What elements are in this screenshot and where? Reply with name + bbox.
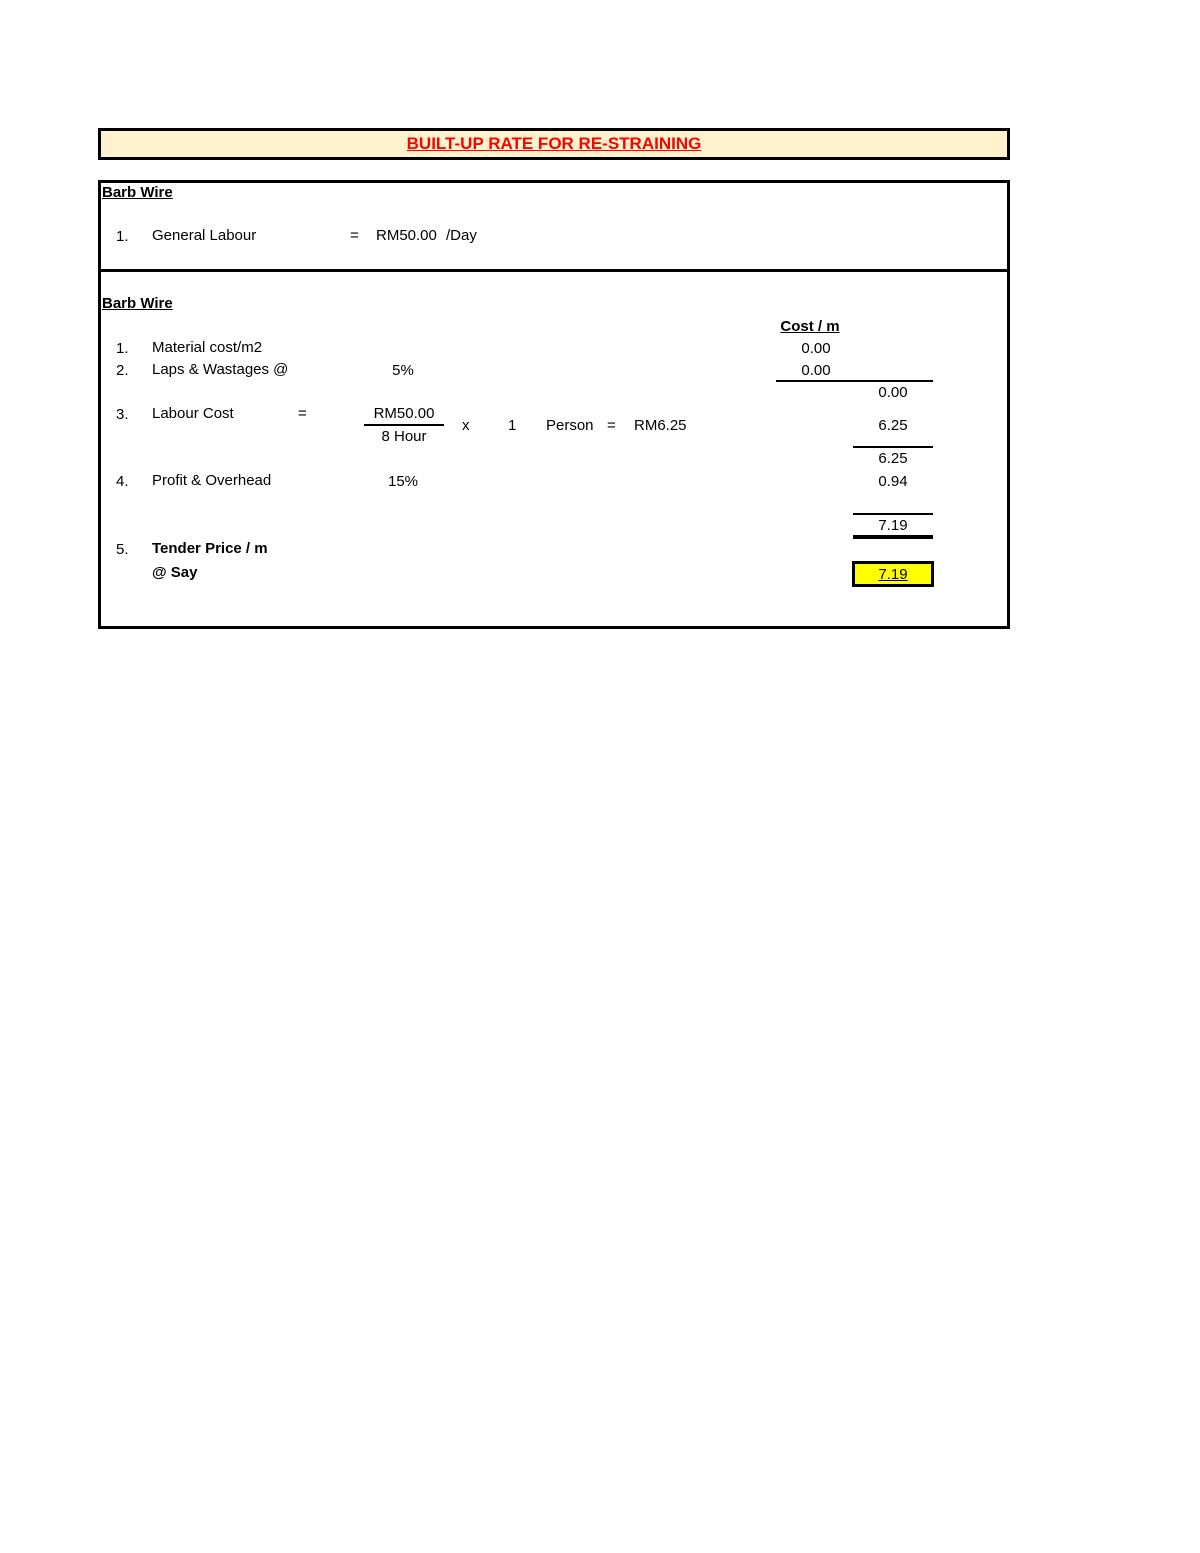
labour-result: RM6.25 bbox=[634, 417, 687, 434]
section-general-labour bbox=[98, 180, 1010, 272]
row3-label: Labour Cost bbox=[152, 405, 234, 422]
row2-label: Laps & Wastages @ bbox=[152, 361, 289, 378]
section2-heading: Barb Wire bbox=[102, 295, 173, 312]
row4-pct: 15% bbox=[387, 473, 419, 490]
title-box bbox=[98, 128, 1010, 160]
fraction-bar bbox=[364, 424, 444, 426]
labour-value: 6.25 bbox=[878, 417, 908, 434]
labour-denominator: 8 Hour bbox=[381, 428, 427, 445]
section1-item-label: General Labour bbox=[152, 227, 257, 244]
row2-value: 0.00 bbox=[801, 362, 831, 379]
row4-label: Profit & Overhead bbox=[152, 472, 272, 489]
row5-no: 5. bbox=[116, 541, 129, 558]
section1-unit: /Day bbox=[446, 227, 477, 244]
section1-rate: RM50.00 bbox=[376, 227, 437, 244]
total-value: 7.19 bbox=[878, 517, 908, 534]
row2-no: 2. bbox=[116, 362, 129, 379]
subtotal2-value: 6.25 bbox=[878, 450, 908, 467]
row1-no: 1. bbox=[116, 340, 129, 357]
subtotal1-value: 0.00 bbox=[878, 384, 908, 401]
labour-numerator: RM50.00 bbox=[373, 405, 435, 422]
section1-equals: = bbox=[350, 227, 359, 244]
tender-price-highlight bbox=[852, 561, 934, 587]
row3-no: 3. bbox=[116, 406, 129, 423]
row2-pct: 5% bbox=[392, 362, 414, 379]
row3-equals: = bbox=[298, 405, 307, 422]
say-label: @ Say bbox=[152, 564, 198, 581]
row1-value: 0.00 bbox=[801, 340, 831, 357]
cost-column-header: Cost / m bbox=[780, 318, 840, 335]
tender-price-label: Tender Price / m bbox=[152, 540, 268, 557]
total-line-top bbox=[853, 513, 933, 515]
subtotal1-line bbox=[776, 380, 933, 382]
labour-person: Person bbox=[546, 417, 594, 434]
times-sign: x bbox=[462, 417, 470, 434]
page-title: BUILT-UP RATE FOR RE-STRAINING bbox=[406, 134, 702, 153]
row4-value: 0.94 bbox=[878, 473, 908, 490]
row4-no: 4. bbox=[116, 473, 129, 490]
section1-heading: Barb Wire bbox=[102, 184, 173, 201]
subtotal2-line bbox=[853, 446, 933, 448]
row1-label: Material cost/m2 bbox=[152, 339, 263, 356]
section1-item-no: 1. bbox=[116, 228, 129, 245]
labour-qty: 1 bbox=[508, 417, 517, 434]
total-line-bottom bbox=[853, 535, 933, 539]
say-value: 7.19 bbox=[878, 565, 908, 583]
labour-equals2: = bbox=[607, 417, 616, 434]
